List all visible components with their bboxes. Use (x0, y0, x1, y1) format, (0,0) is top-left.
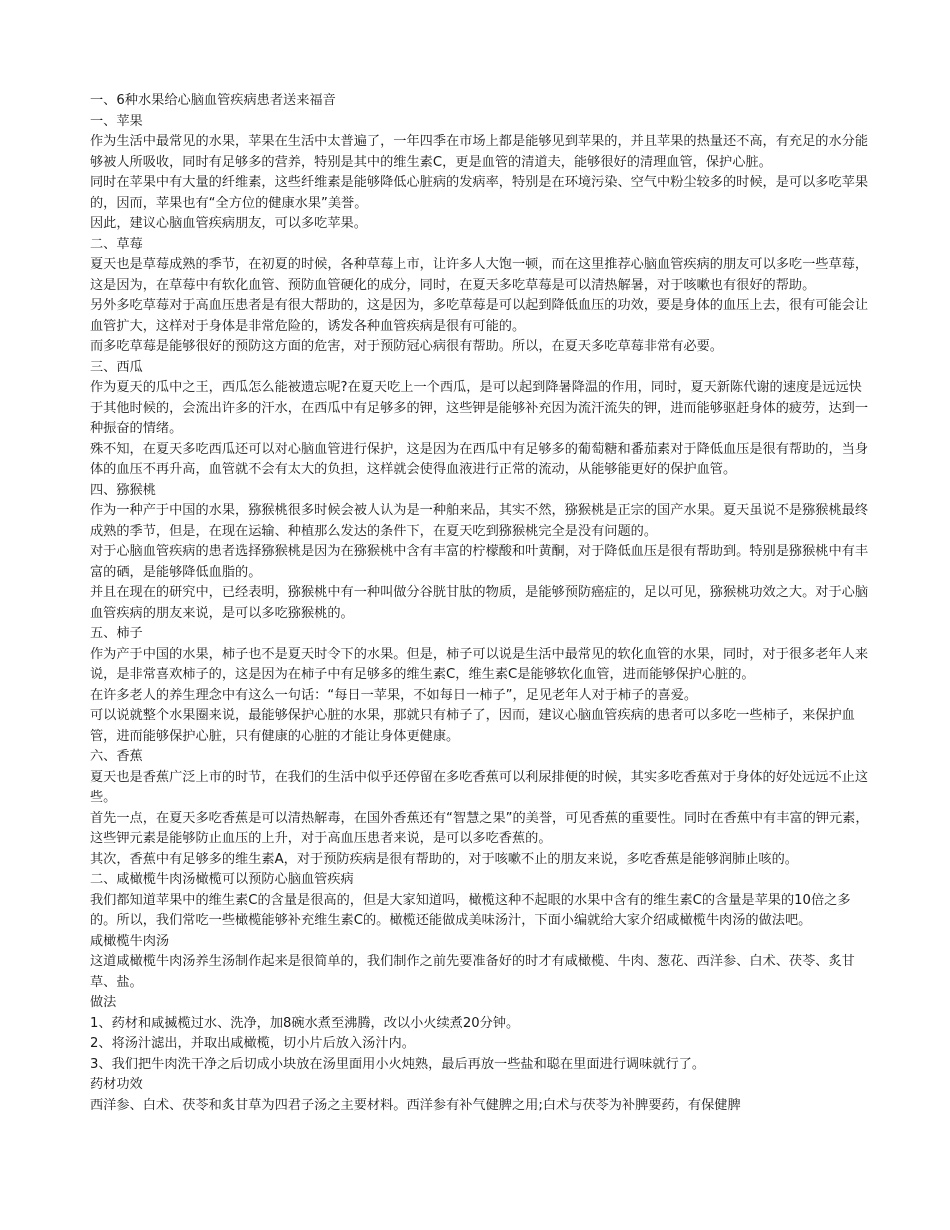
part-two-heading: 二、咸橄榄牛肉汤橄榄可以预防心脑血管疾病 (90, 872, 354, 887)
paragraph: 夏天也是草莓成熟的季节，在初夏的时候，各种草莓上市，让许多人大饱一顿，而在这里推荐心脑血管疾病的朋友可以多吃一些草莓，这是因为，在草莓中有软化血管、预防血管硬化的成分，同时，在夏天多吃草莓是可以清热解暑，对于咳嗽也有很好的帮助。 (90, 257, 869, 293)
paragraph: 另外多吃草莓对于高血压患者是有很大帮助的，这是因为，多吃草莓是可以起到降低血压的功效，要是身体的血压上去，很有可能会让血管扩大，这样对于身体是非常危险的，诱发各种血管疾病是很有可能的。 (90, 298, 869, 334)
recipe-step: 1、药材和咸揻榄过水、洗净，加8碗水煮至沸腾，改以小火续煮20分钟。 (90, 1015, 520, 1031)
paragraph: 首先一点，在夏天多吃香蕉是可以清热解毒，在国外香蕉还有“智慧之果”的美誉，可见香蕉的重要性。同时在香蕉中有丰富的钾元素，这些钾元素是能够防止血压的上升，对于高血压患者来说，是可以多吃香蕉的。 (90, 810, 869, 846)
paragraph: 作为产于中国的水果，柿子也不是夏天时令下的水果。但是，柿子可以说是生活中最常见的软化血管的水果，同时，对于很多老年人来说，是非常喜欢柿子的，这是因为在柿子中有足够多的维生素C，维生素C是能够软化血管，进而能够保护心脏的。 (90, 646, 869, 682)
paragraph: 而多吃草莓是能够很好的预防这方面的危害，对于预防冠心病很有帮助。所以，在夏天多吃草莓非常有必要。 (90, 339, 723, 354)
method-heading: 做法 (90, 995, 117, 1010)
paragraph: 作为一种产于中国的水果，猕猴桃很多时候会被人认为是一种舶来品，其实不然，猕猴桃是正宗的国产水果。夏天虽说不是猕猴桃最终成熟的季节，但是，在现在运输、种植那么发达的条件下，在夏天吃到猕猴桃完全是没有问题的。 (90, 503, 869, 539)
section-heading-kiwi: 四、猕猴桃 (90, 482, 156, 498)
section-heading-strawberry: 二、草莓 (90, 236, 143, 252)
paragraph: 这道咸橄榄牛肉汤养生汤制作起来是很简单的，我们制作之前先要准备好的时才有咸橄榄、牛肉、葱花、西洋参、白术、茯苓、炙甘草、盐。 (90, 954, 855, 990)
paragraph: 因此，建议心脑血管疾病朋友，可以多吃苹果。 (90, 216, 367, 231)
document-body (90, 91, 872, 1116)
paragraph: 我们都知道苹果中的维生素C的含量是很高的，但是大家知道吗，橄榄这种不起眼的水果中含有的维生素C的含量是苹果的10倍之多的。所以，我们常吃一些橄榄能够补充维生素C的。橄榄还能做成美味汤汁，下面小编就给大家介绍咸橄榄牛肉汤的做法吧。 (90, 892, 851, 928)
paragraph: 作为生活中最常见的水果，苹果在生活中太普遍了，一年四季在市场上都是能够见到苹果的，并且苹果的热量还不高，有充足的水分能够被人所吸收，同时有足够多的营养，特别是其中的维生素C，更是血管的清道夫，能够很好的清理血管，保护心脏。 (90, 134, 869, 170)
recipe-heading: 咸橄榄牛肉汤 (90, 933, 170, 949)
section-heading-persimmon: 五、柿子 (90, 626, 143, 641)
paragraph: 并且在现在的研究中，已经表明，猕猴桃中有一种叫做分谷胱甘肽的物质，是能够预防癌症的，足以可见，猕猴桃功效之大。对于心脑血管疾病的朋友来说，是可以多吃猕猴桃的。 (90, 585, 869, 621)
paragraph: 对于心脑血管疾病的患者选择猕猴桃是因为在猕猴桃中含有丰富的柠檬酸和叶黄酮，对于降低血压是很有帮助到。特别是猕猴桃中有丰富的硒，是能够降低血脂的。 (90, 544, 869, 580)
paragraph: 夏天也是香蕉广泛上市的时节，在我们的生活中似乎还停留在多吃香蕉可以利尿排便的时候，其实多吃香蕉对于身体的好处远远不止这些。 (90, 769, 869, 805)
paragraph: 其次，香蕉中有足够多的维生素A，对于预防疾病是很有帮助的，对于咳嗽不止的朋友来说，多吃香蕉是能够润肺止咳的。 (90, 851, 798, 867)
paragraph: 在许多老人的养生理念中有这么一句话：“每日一苹果，不如每日一柿子”，足见老年人对于柿子的喜爱。 (90, 687, 698, 703)
section-heading-watermelon: 三、西瓜 (90, 359, 143, 375)
paragraph: 可以说就整个水果圈来说，最能够保护心脏的水果，那就只有柿子了，因而，建议心脑血管疾病的患者可以多吃一些柿子，来保护血管，进而能够保护心脏，只有健康的心脏的才能让身体更健康。 (90, 708, 855, 744)
section-heading-apple: 一、苹果 (90, 113, 143, 129)
paragraph: 同时在苹果中有大量的纤维素，这些纤维素是能够降低心脏病的发病率，特别是在环境污染、空气中粉尘较多的时候，是可以多吃苹果的，因而，苹果也有“全方位的健康水果”美誉。 (90, 175, 869, 211)
herb-effects-heading: 药材功效 (90, 1077, 143, 1092)
paragraph: 西洋参、白术、茯苓和炙甘草为四君子汤之主要材料。西洋参有补气健脾之用;白术与茯苓为补脾要药，有保健脾 (90, 1097, 741, 1113)
recipe-step: 2、将汤汁滤出，并取出咸橄榄，切小片后放入汤汁内。 (90, 1036, 415, 1051)
paragraph: 殊不知，在夏天多吃西瓜还可以对心脑血管进行保护，这是因为在西瓜中有足够多的葡萄糖和番茄素对于降低血压是很有帮助的，当身体的血压不再升高，血管就不会有太大的负担，这样就会使得血液进行正常的流动，从能够能更好的保护血管。 (90, 441, 869, 477)
recipe-step: 3、我们把牛肉洗干净之后切成小块放在汤里面用小火炖熟，最后再放一些盐和聪在里面进行调味就行了。 (90, 1056, 706, 1072)
section-heading-banana: 六、香蕉 (90, 749, 143, 764)
article-title: 一、6种水果给心脑血管疾病患者送来福音 (90, 93, 336, 108)
paragraph: 作为夏天的瓜中之王，西瓜怎么能被遗忘呢?在夏天吃上一个西瓜，是可以起到降暑降温的作用，同时，夏天新陈代谢的速度是远远快于其他时候的，会流出许多的汗水，在西瓜中有足够多的钾，这些钾是能够补充因为流汗流失的钾，进而能够驱赶身体的疲劳，达到一种振奋的情绪。 (90, 380, 869, 436)
